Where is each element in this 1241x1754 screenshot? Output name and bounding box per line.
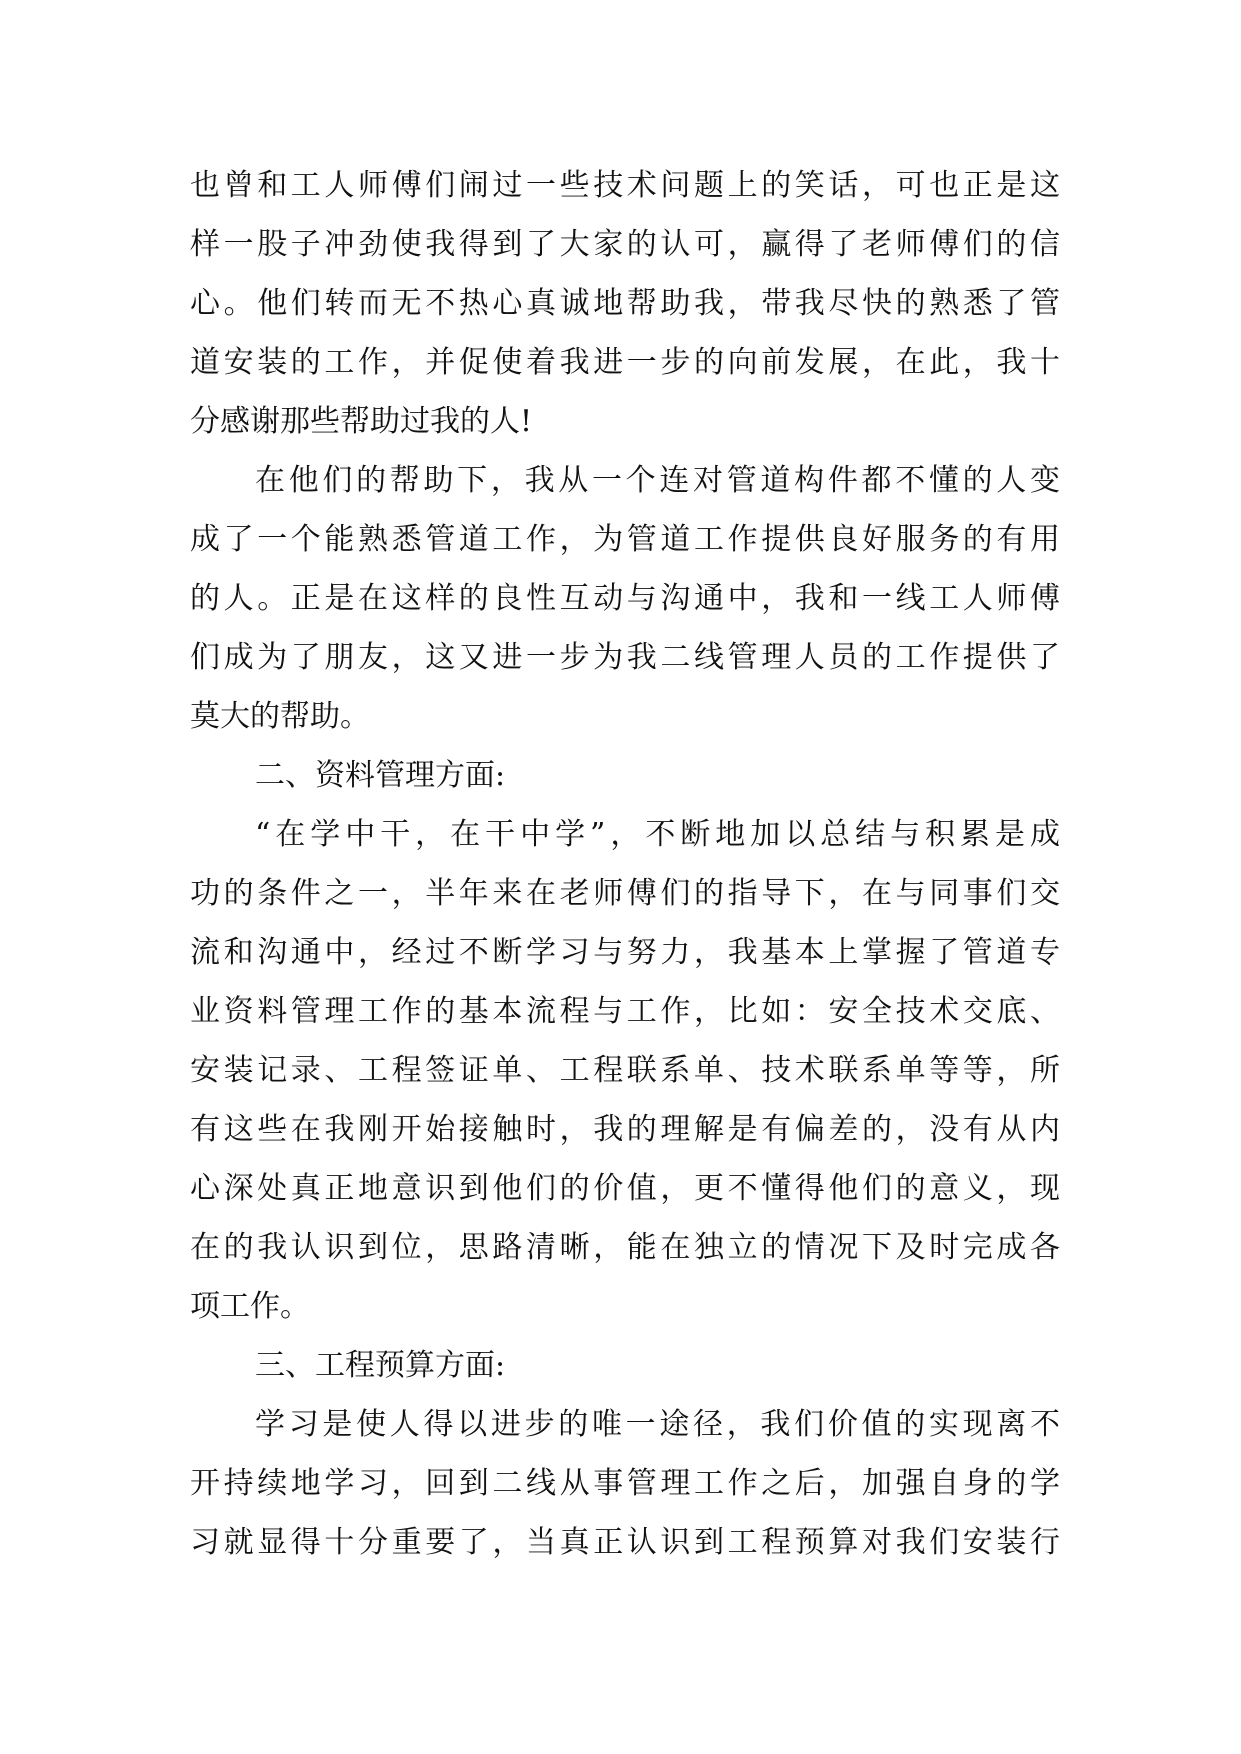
text-line: 道安装的工作，并促使着我进一步的向前发展，在此，我十 (190, 345, 1060, 380)
section-heading: 三、工程预算方面: (255, 1348, 506, 1383)
text-line: 的人。正是在这样的良性互动与沟通中，我和一线工人师傅 (190, 581, 1060, 616)
text-line: 样一股子冲劲使我得到了大家的认可，赢得了老师傅们的信 (190, 227, 1060, 262)
text-line: 心。他们转而无不热心真诚地帮助我，带我尽快的熟悉了管 (190, 286, 1060, 321)
paragraph-start-line: 在他们的帮助下，我从一个连对管道构件都不懂的人变 (255, 463, 1060, 498)
text-line: 也曾和工人师傅们闹过一些技术问题上的笑话，可也正是这 (190, 168, 1060, 203)
section-heading: 二、资料管理方面: (255, 758, 506, 793)
text-line: 分感谢那些帮助过我的人! (190, 404, 533, 439)
paragraph-start-line: 学习是使人得以进步的唯一途径，我们价值的实现离不 (255, 1407, 1060, 1442)
text-line: 项工作。 (190, 1289, 310, 1324)
text-line: 们成为了朋友，这又进一步为我二线管理人员的工作提供了 (190, 640, 1060, 675)
text-line: 有这些在我刚开始接触时，我的理解是有偏差的，没有从内 (190, 1112, 1060, 1147)
text-line: 在的我认识到位，思路清晰，能在独立的情况下及时完成各 (190, 1230, 1060, 1265)
text-line: 习就显得十分重要了，当真正认识到工程预算对我们安装行 (190, 1525, 1060, 1560)
paragraph-start-line: “在学中干，在干中学”，不断地加以总结与积累是成 (255, 817, 1060, 852)
text-line: 开持续地学习，回到二线从事管理工作之后，加强自身的学 (190, 1466, 1060, 1501)
text-line: 莫大的帮助。 (190, 699, 370, 734)
text-line: 流和沟通中，经过不断学习与努力，我基本上掌握了管道专 (190, 935, 1060, 970)
text-line: 心深处真正地意识到他们的价值，更不懂得他们的意义，现 (190, 1171, 1060, 1206)
text-line: 功的条件之一，半年来在老师傅们的指导下，在与同事们交 (190, 876, 1060, 911)
text-line: 成了一个能熟悉管道工作，为管道工作提供良好服务的有用 (190, 522, 1060, 557)
text-line: 业资料管理工作的基本流程与工作，比如：安全技术交底、 (190, 994, 1060, 1029)
text-line: 安装记录、工程签证单、工程联系单、技术联系单等等，所 (190, 1053, 1060, 1088)
